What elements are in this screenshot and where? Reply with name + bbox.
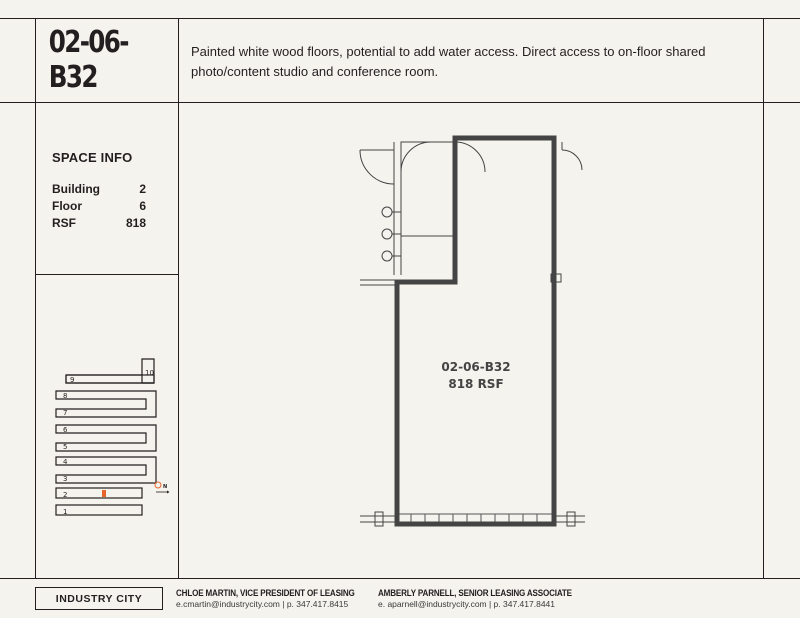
floor-plan bbox=[355, 130, 595, 535]
north-arrow bbox=[155, 482, 170, 494]
sidebar-section-divider bbox=[35, 274, 178, 275]
info-value: 6 bbox=[139, 199, 146, 213]
unit-outline bbox=[397, 138, 554, 524]
contact-info: e. aparnell@industrycity.com | p. 347.417.8441 bbox=[378, 599, 556, 609]
space-info-heading: SPACE INFO bbox=[52, 150, 133, 165]
building-label-8: 8 bbox=[63, 392, 68, 400]
info-value: 818 bbox=[125, 216, 146, 230]
campus-map bbox=[50, 355, 175, 520]
door-swing-center bbox=[401, 142, 431, 172]
building-label-5: 5 bbox=[63, 443, 68, 451]
building-label-4: 4 bbox=[63, 458, 68, 466]
building-8-7-shape bbox=[56, 391, 156, 417]
building-label-3: 3 bbox=[63, 475, 68, 483]
north-label: N bbox=[163, 484, 168, 490]
floorplan-unit-label: 02-06-B32 bbox=[441, 360, 511, 374]
info-row-building bbox=[52, 182, 146, 196]
door-swing-right bbox=[455, 142, 485, 172]
info-value: 2 bbox=[139, 182, 146, 196]
building-2-outline bbox=[56, 488, 142, 498]
building-label-2: 2 bbox=[63, 491, 68, 499]
info-row-rsf bbox=[52, 216, 146, 230]
building-label-10: 10 bbox=[145, 369, 154, 377]
footer-divider bbox=[0, 578, 800, 579]
info-label: RSF bbox=[52, 216, 76, 230]
building-9-outline bbox=[66, 375, 154, 383]
right-border bbox=[763, 18, 764, 578]
left-border bbox=[35, 18, 36, 578]
unit-description: Painted white wood floors, potential to add water access. Direct access to on-floor shared photo/content studio and conference room. bbox=[191, 44, 706, 79]
header-divider bbox=[0, 102, 800, 103]
floorplan-rsf-label: 818 RSF bbox=[448, 377, 504, 391]
building-4-3-shape bbox=[56, 457, 156, 483]
industry-city-logo: INDUSTRY CITY bbox=[35, 587, 163, 610]
door-swing-left bbox=[360, 150, 394, 184]
contact-1 bbox=[176, 588, 386, 609]
building-label-1: 1 bbox=[63, 508, 68, 516]
building-label-7: 7 bbox=[63, 409, 68, 417]
restroom-box bbox=[401, 142, 453, 236]
building-6-5-shape bbox=[56, 425, 156, 451]
contact-2 bbox=[378, 588, 606, 609]
info-label: Floor bbox=[52, 199, 82, 213]
contact-name: CHLOE MARTIN, VICE PRESIDENT OF LEASING bbox=[176, 588, 355, 599]
building-label-6: 6 bbox=[63, 426, 68, 434]
contact-name: AMBERLY PARNELL, SENIOR LEASING ASSOCIATE bbox=[378, 588, 572, 599]
door-swing-far-right bbox=[562, 142, 582, 170]
info-row-floor bbox=[52, 199, 146, 213]
highlight-marker bbox=[102, 490, 106, 497]
unit-title: 02-06-B32 bbox=[48, 25, 128, 95]
contact-info: e.cmartin@industrycity.com | p. 347.417.8415 bbox=[176, 599, 349, 609]
info-label: Building bbox=[52, 182, 100, 196]
sidebar-divider bbox=[178, 18, 179, 578]
building-1-outline bbox=[56, 505, 142, 515]
building-9-shape bbox=[66, 375, 154, 383]
building-label-9: 9 bbox=[70, 376, 75, 384]
